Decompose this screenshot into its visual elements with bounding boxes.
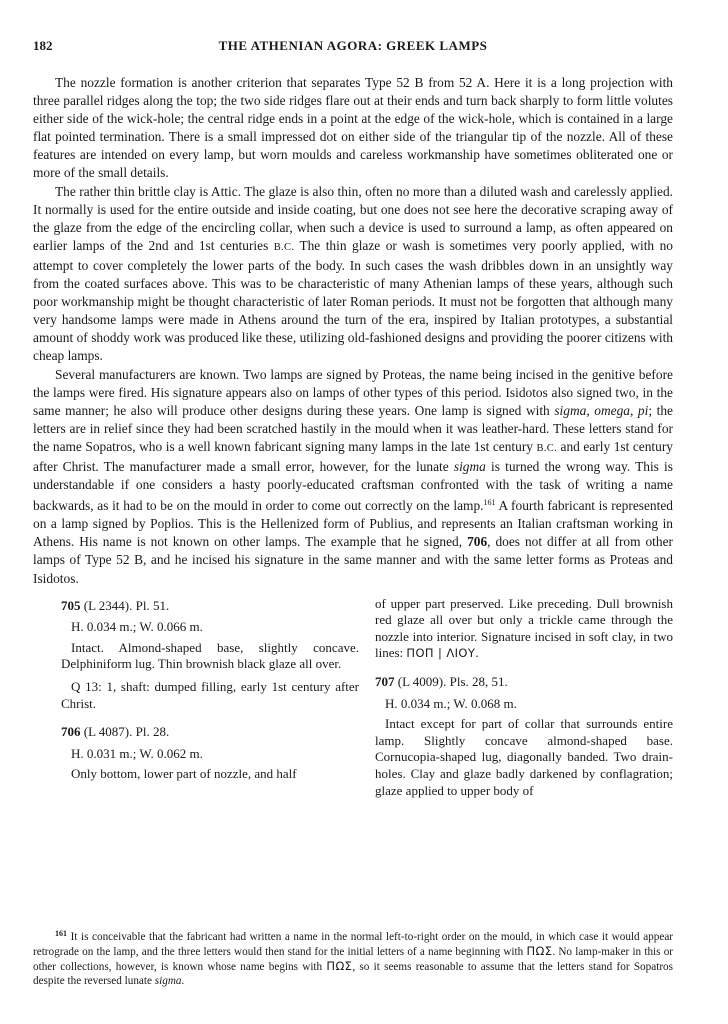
- entry-707-measurements: H. 0.034 m.; W. 0.068 m.: [385, 695, 517, 711]
- entry-707-heading: 707 (L 4009). Pls. 28, 51.: [375, 674, 508, 689]
- running-title: THE ATHENIAN AGORA: GREEK LAMPS: [218, 38, 488, 53]
- catalog-columns: [33, 596, 673, 798]
- entry-705-context: Q 13: 1, shaft: dumped filling, early 1st century after Christ.: [61, 679, 359, 711]
- footnote: $^{161}$ It is conceivable that the fabricant had written a name in the normal left-to-right order on the mould, in which case it would appear retrograde on the lamp, and the three letters would then stand for the initial letters of a name beginning with ΠΩΣ. No lamp-maker in this or other collections, however, is known whose name begins with ΠΩΣ, so it seems reasonable to assume that the letters stand for Sopatros despite the reversed lunate sigma.: [33, 929, 674, 987]
- footnote-reference[interactable]: 161: [483, 498, 496, 508]
- inscription: ΠΟΠ | ΛΙΟΥ.: [406, 646, 480, 661]
- entry-706-description: Only bottom, lower part of nozzle, and half: [71, 766, 297, 782]
- catalog-column-right: [375, 596, 673, 800]
- entry-706-description-continued: of upper part preserved. Like preceding. Dull brownish red glaze all over but only a trickle came through the nozzle into interior. Signature incised in soft clay, in two lines: ΠΟΠ | ΛΙΟΥ.: [375, 595, 673, 661]
- body-text: [33, 74, 673, 588]
- paragraph-clay-glaze: The rather thin brittle clay is Attic. The glaze is also thin, often no more than a diluted wash and carelessly applied. It normally is used for the entire outside and inside coating, but one does not see here the decorative scraping away of the glaze from the edge of the encircling collar, when such a device is used to surround a lamp, as often appeared on earlier lamps of the 2nd and 1st centuries B.C. The thin glaze or wash is sometimes very poorly applied, with no attempt to cover completely the lower parts of the body. In such cases the wash dribbles down in an unsightly way from the coated surfaces above. This was to be characteristic of many Athenian lamps of these years, although such poor workmanship might be thought characteristic of later Roman periods. It must not be forgotten that although many very handsome lamps were made in Athens around the turn of the era, inspired by Italian prototypes, a substantial amount of shoddy work was produced like these, utilizing old-fashioned designs and providing the poorer citizens with cheap lamps.: [33, 183, 673, 364]
- entry-706-measurements: H. 0.031 m.; W. 0.062 m.: [71, 745, 203, 761]
- footnote-mark: 161: [55, 929, 67, 938]
- catalog-column-left: [61, 596, 359, 783]
- entry-705-description: Intact. Almond-shaped base, slightly concave. Delphiniform lug. Thin brownish black glaze all over.: [61, 639, 359, 672]
- page: [33, 38, 673, 798]
- page-number: 182: [33, 38, 53, 53]
- paragraph-nozzle: The nozzle formation is another criterion that separates Type 52 B from 52 A. Here it is a long projection with three parallel ridges along the top; the two side ridges flare out at their ends and turn back sharply to form little volutes either side of the wick-hole; the central ridge ends in a point at the edge of the wick-hole, which is contained in a large flat pointed termination. There is a small impressed dot on either side of the triangular tip of the nozzle. All of these features are intended on every lamp, but worn moulds and careless workmanship have sometimes obliterated one or more of the small details.: [33, 75, 673, 181]
- running-header: [33, 38, 673, 60]
- entry-705-heading: 705 (L 2344). Pl. 51.: [61, 597, 170, 613]
- entry-707-description: Intact except for part of collar that surrounds entire lamp. Slightly concave almond-shaped base. Cornucopia-shaped lug, diagonally banded. Two drain-holes. Clay and glaze badly darkened by conflagration; glaze applied to upper body of: [375, 716, 673, 798]
- entry-706-heading: 706 (L 4087). Pl. 28.: [61, 724, 170, 740]
- paragraph-manufacturers: Several manufacturers are known. Two lamps are signed by Proteas, the name being incised in the genitive before the lamps were fired. His signature appears also on lamps of other types of this period. Isidotos also signed two, in the same manner; he also will produce other designs during these years. One lamp is signed with sigma, omega, pi; the letters are in relief since they had been scratched hastily in the mould when it was leather-hard. These letters stand for the name Sopatros, who is a well known fabricant signing many lamps in the late 1st century B.C. and early 1st century after Christ. The manufacturer made a small error, however, for the lunate sigma is turned the wrong way. This is understandable if one considers a hasty poorly-educated craftsman confronted with the task of writing a name backwards, as it had to be on the mould in order to come out correctly on the lamp.$^{161}$ A fourth fabricant is represented on a lamp signed by Poplios. This is the Hellenized form of Publius, and represents an Italian craftsman working in Athens. His name is not known on other lamps. The example that he signed, 706, does not differ at all from other lamps of Type 52 B, and he incised his signature in the same manner and with the same letter forms as Proteas and Isidotos.: [33, 366, 674, 586]
- entry-705-measurements: H. 0.034 m.; W. 0.066 m.: [71, 619, 203, 635]
